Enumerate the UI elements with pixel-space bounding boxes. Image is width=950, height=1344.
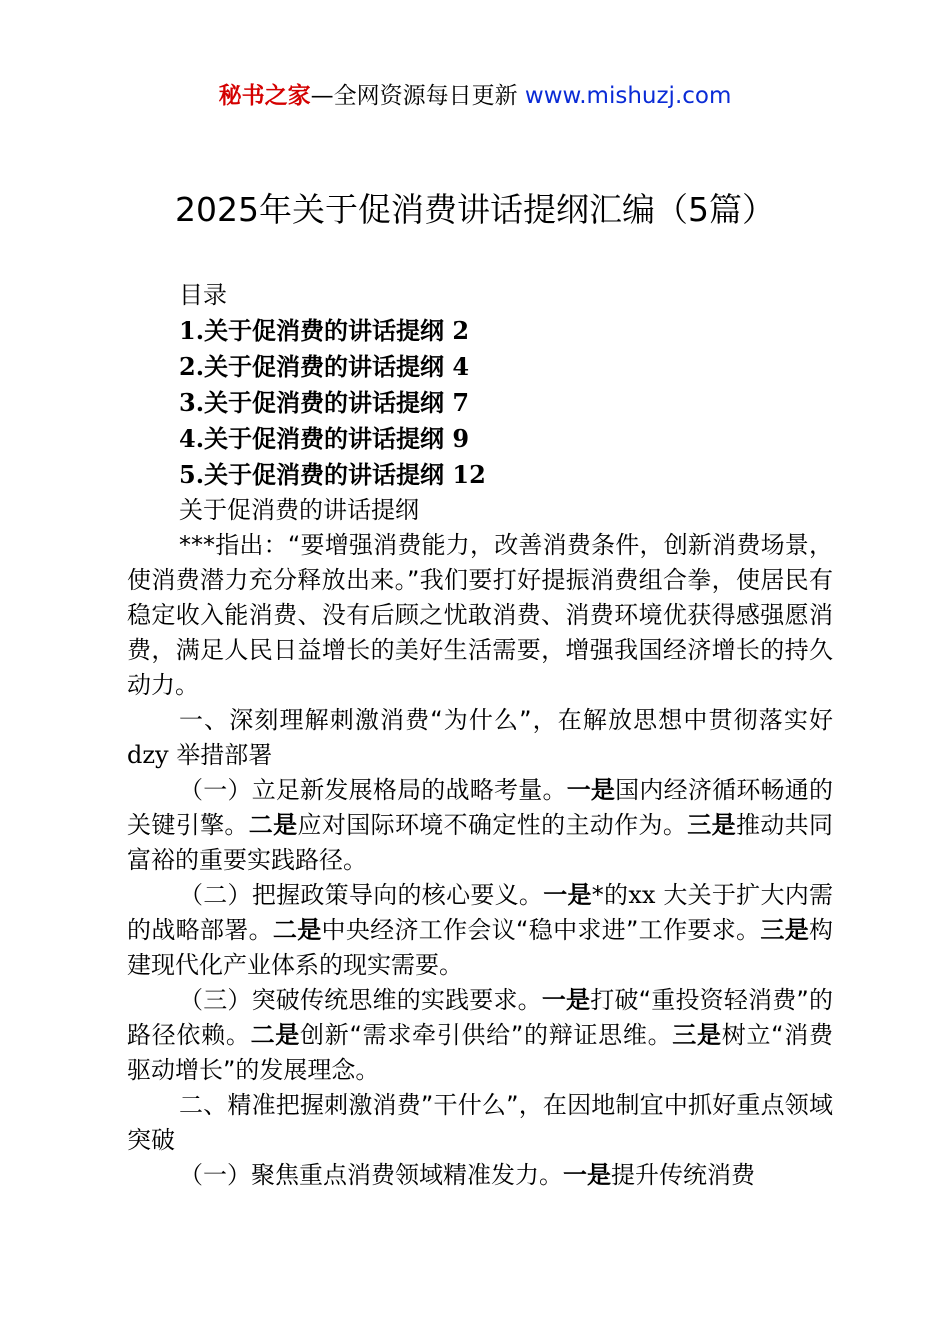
point-text: 中央经济工作会议“稳中求进”工作要求。	[321, 916, 761, 944]
site-url-link[interactable]: www.mishuzj.com	[524, 83, 732, 109]
toc-item-number: 1.	[179, 316, 205, 345]
paragraph-1-2	[127, 878, 833, 983]
point-text: 大关于扩大内需的战略部署。	[127, 881, 834, 944]
point-text: *的	[591, 881, 629, 909]
toc-item-label: 关于促消费的讲话提纲	[204, 425, 445, 453]
toc-item-number: 3.	[179, 388, 205, 417]
keyword: 一是	[566, 776, 616, 804]
section-title: 关于促消费的讲话提纲	[179, 496, 419, 524]
keyword: 三是	[760, 916, 810, 944]
subheading: （三）突破传统思维的实践要求。	[179, 986, 542, 1014]
toc-item-label: 关于促消费的讲话提纲	[204, 389, 445, 417]
document-title: 2025年关于促消费讲话提纲汇编（5篇）	[175, 190, 775, 229]
toc-item-number: 2.	[179, 352, 205, 381]
point-text: 应对国际环境不确定性的主动作为。	[297, 811, 688, 839]
heading-part-one	[127, 703, 833, 773]
paragraph-2-1	[127, 1158, 833, 1193]
subheading: （二）把握政策导向的核心要义。	[179, 881, 544, 909]
keyword: 三是	[672, 1021, 722, 1049]
heading-part-one-abbr: dzy	[127, 741, 169, 769]
toc-item-number: 5.	[179, 460, 205, 489]
site-banner	[0, 80, 950, 112]
toc-item-page: 12	[452, 460, 486, 489]
keyword: 二是	[250, 1021, 301, 1049]
keyword: 二是	[272, 916, 322, 944]
toc-item-label: 关于促消费的讲话提纲	[204, 461, 445, 489]
toc-item-label: 关于促消费的讲话提纲	[204, 317, 445, 345]
toc-item-3[interactable]	[127, 385, 833, 421]
subheading: （一）聚焦重点消费领域精准发力。	[179, 1161, 563, 1189]
keyword: 一是	[541, 986, 591, 1014]
toc-item-page: 7	[452, 388, 470, 417]
toc-item-5[interactable]	[127, 457, 833, 493]
keyword: 三是	[687, 811, 736, 839]
heading-part-two: 二、精准把握刺激消费”干什么”，在因地制宜中抓好重点领域突破	[127, 1091, 833, 1154]
toc-item-page: 9	[452, 424, 470, 453]
toc-item-1[interactable]	[127, 313, 833, 349]
toc-heading: 目录	[179, 281, 227, 309]
heading-part-one-tail: 举措部署	[176, 741, 273, 769]
paragraph-1-1	[127, 773, 833, 878]
point-text: 打破“重投资轻消费”的路径依赖。	[127, 986, 834, 1049]
toc-item-page: 4	[452, 352, 470, 381]
point-text: 推动共同富裕的重要实践路径。	[127, 811, 834, 874]
point-text-abbr: xx	[628, 881, 656, 909]
toc-item-label: 关于促消费的讲话提纲	[204, 353, 445, 381]
intro-paragraph: ***指出：“要增强消费能力，改善消费条件，创新消费场景，使消费潜力充分释放出来。”我们要打好提振消费组合拳，使居民有稳定收入能消费、没有后顾之忧敢消费、消费环境优获得感强愿消费，满足人民日益增长的美好生活需要，增强我国经济增长的持久动力。	[127, 531, 833, 699]
point-text: 构建现代化产业体系的现实需要。	[127, 916, 834, 979]
point-text: 提升传统消费	[611, 1161, 755, 1189]
subheading: （一）立足新发展格局的战略考量。	[179, 776, 567, 804]
point-text: 创新“需求牵引供给”的辩证思维。	[300, 1021, 673, 1049]
toc-item-number: 4.	[179, 424, 205, 453]
brand-name: 秘书之家	[218, 83, 311, 109]
keyword: 二是	[248, 811, 298, 839]
point-text: 树立“消费驱动增长”的发展理念。	[127, 1021, 834, 1084]
banner-tagline: —全网资源每日更新	[310, 83, 518, 109]
paragraph-1-3	[127, 983, 833, 1088]
heading-part-one-text: 一、深刻理解刺激消费“为什么”，在解放思想中贯彻落实好	[179, 706, 833, 734]
keyword: 一是	[563, 1161, 611, 1189]
document-body	[127, 278, 833, 1193]
point-text: 国内经济循环畅通的关键引擎。	[127, 776, 834, 839]
keyword: 一是	[543, 881, 592, 909]
toc-item-page: 2	[452, 316, 470, 345]
toc-item-4[interactable]	[127, 421, 833, 457]
toc-item-2[interactable]	[127, 349, 833, 385]
